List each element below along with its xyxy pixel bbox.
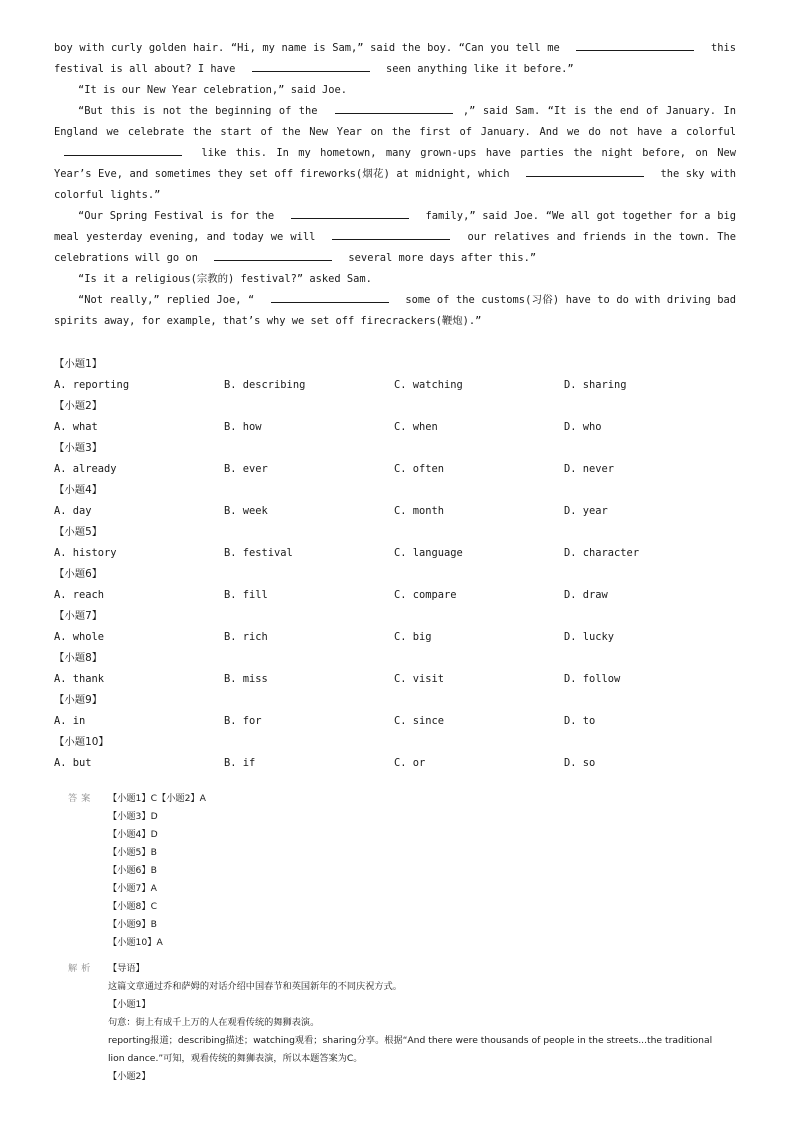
passage-text: boy with curly golden hair. “Hi, my name is Sam,” said the boy. “Can you tell me: [54, 42, 560, 54]
answer-line: 【小题9】B: [108, 919, 157, 930]
answer-line: 【小题7】A: [108, 883, 157, 894]
option-c: C. when: [394, 421, 438, 433]
option-row: [54, 585, 744, 606]
answer-line: 【小题4】D: [108, 829, 158, 840]
option-row: [54, 669, 744, 690]
option-c: C. often: [394, 463, 445, 475]
option-c: C. big: [394, 631, 432, 643]
option-b: B. rich: [224, 631, 268, 643]
answer-line: 【小题5】B: [108, 847, 157, 858]
option-d: D. year: [564, 505, 608, 517]
question-label: 【小题1】: [54, 358, 103, 370]
question-list: [54, 354, 744, 774]
option-a: A. whole: [54, 631, 105, 643]
passage-text: this festival is all about? I have: [54, 42, 736, 75]
option-c: C. month: [394, 505, 445, 517]
passage-text: the sky with colorful lights.”: [54, 168, 736, 201]
passage-text: some of the customs(习俗) have to do with driving bad spirits away, for example, that’s why we set off firecrackers(鞭炮).”: [54, 294, 737, 327]
paragraph-5: “Is it a religious(宗教的) festival?” asked Sam.: [78, 273, 372, 285]
option-c: C. since: [394, 715, 445, 727]
answer-line: 【小题6】B: [108, 865, 157, 876]
analysis-line: 【小题1】: [108, 999, 151, 1010]
blank-3: [252, 61, 370, 72]
option-b: B. how: [224, 421, 262, 433]
question-label: 【小题5】: [54, 526, 103, 538]
blank-6: [526, 166, 644, 177]
option-d: D. character: [564, 547, 640, 559]
option-a: A. history: [54, 547, 117, 559]
option-a: A. reporting: [54, 379, 130, 391]
blank-10: [271, 292, 389, 303]
question-label: 【小题8】: [54, 652, 103, 664]
answer-line: 【小题1】C【小题2】A: [108, 793, 206, 804]
option-d: D. draw: [564, 589, 608, 601]
option-b: B. festival: [224, 547, 293, 559]
option-d: D. sharing: [564, 379, 627, 391]
option-b: B. for: [224, 715, 262, 727]
answer-line: 【小题10】A: [108, 937, 163, 948]
blank-7: [291, 208, 409, 219]
question-label: 【小题6】: [54, 568, 103, 580]
option-row: [54, 459, 744, 480]
question-label: 【小题2】: [54, 400, 103, 412]
paragraph-2: “It is our New Year celebration,” said Joe.: [78, 84, 347, 96]
question-label: 【小题9】: [54, 694, 103, 706]
option-row: [54, 417, 744, 438]
blank-5: [64, 145, 182, 156]
analysis-line: 【导语】: [108, 963, 145, 974]
paragraph-1: [54, 38, 736, 80]
option-b: B. if: [224, 757, 256, 769]
option-d: D. who: [564, 421, 602, 433]
cloze-passage: [54, 38, 736, 332]
option-a: A. thank: [54, 673, 105, 685]
option-b: B. fill: [224, 589, 268, 601]
option-row: [54, 627, 744, 648]
passage-text: “But this is not the beginning of the: [78, 105, 318, 117]
analysis-line: 这篇文章通过乔和萨姆的对话介绍中国春节和英国新年的不同庆祝方式。: [108, 981, 402, 992]
blank-9: [214, 250, 332, 261]
option-d: D. never: [564, 463, 615, 475]
option-a: A. in: [54, 715, 86, 727]
option-c: C. or: [394, 757, 426, 769]
option-row: [54, 375, 744, 396]
paragraph-3: [54, 101, 736, 206]
passage-text: our relatives and friends in the town. The celebrations will go on: [54, 231, 736, 264]
analysis-lines: [108, 960, 728, 1086]
answer-lines: [108, 790, 206, 952]
analysis-line: 【小题2】: [108, 1071, 151, 1082]
option-a: A. but: [54, 757, 92, 769]
option-b: B. week: [224, 505, 268, 517]
passage-text: family,” said Joe. “We all got together for a big meal yesterday evening, and today we will: [54, 210, 736, 243]
paragraph-6: [54, 290, 736, 332]
blank-4: [335, 103, 453, 114]
passage-text: several more days after this.”: [348, 252, 537, 264]
answer-line: 【小题8】C: [108, 901, 158, 912]
option-c: C. compare: [394, 589, 457, 601]
passage-text: like this. In my hometown, many grown-ups have parties the night before, on New Year’s Eve, and sometimes they set off fireworks(烟花) at midnight, which: [54, 147, 736, 180]
answer-label: 答案: [68, 793, 95, 804]
option-b: B. describing: [224, 379, 306, 391]
option-d: D. follow: [564, 673, 621, 685]
option-a: A. day: [54, 505, 92, 517]
option-c: C. watching: [394, 379, 463, 391]
option-a: A. already: [54, 463, 117, 475]
blank-8: [332, 229, 450, 240]
passage-text: “Not really,” replied Joe, “: [78, 294, 255, 306]
option-c: C. visit: [394, 673, 445, 685]
option-row: [54, 711, 744, 732]
passage-text: seen anything like it before.”: [385, 63, 574, 75]
question-label: 【小题7】: [54, 610, 103, 622]
option-row: [54, 543, 744, 564]
option-d: D. so: [564, 757, 596, 769]
analysis-line: reporting报道；describing描述；watching观看；sharing分享。根据“And there were thousands of people in the streets...the traditional lion dance.”可知，观看传统的舞狮表演，所以本题答案为C。: [108, 1035, 713, 1064]
passage-text: “Our Spring Festival is for the: [78, 210, 275, 222]
option-b: B. ever: [224, 463, 268, 475]
analysis-label: 解析: [68, 963, 95, 974]
question-label: 【小题3】: [54, 442, 103, 454]
option-a: A. what: [54, 421, 98, 433]
option-c: C. language: [394, 547, 463, 559]
answer-line: 【小题3】D: [108, 811, 158, 822]
question-label: 【小题10】: [54, 736, 109, 748]
option-d: D. lucky: [564, 631, 615, 643]
option-row: [54, 753, 744, 774]
question-label: 【小题4】: [54, 484, 103, 496]
option-b: B. miss: [224, 673, 268, 685]
option-row: [54, 501, 744, 522]
option-a: A. reach: [54, 589, 105, 601]
analysis-line: 句意：街上有成千上万的人在观看传统的舞狮表演。: [108, 1017, 320, 1028]
passage-text: ,” said Sam. “It is the end of January. In England we celebrate the start of the New Year on the first of January. And we do not have a colorful: [54, 105, 736, 138]
option-d: D. to: [564, 715, 596, 727]
blank-1: [576, 40, 694, 51]
paragraph-4: [54, 206, 736, 269]
